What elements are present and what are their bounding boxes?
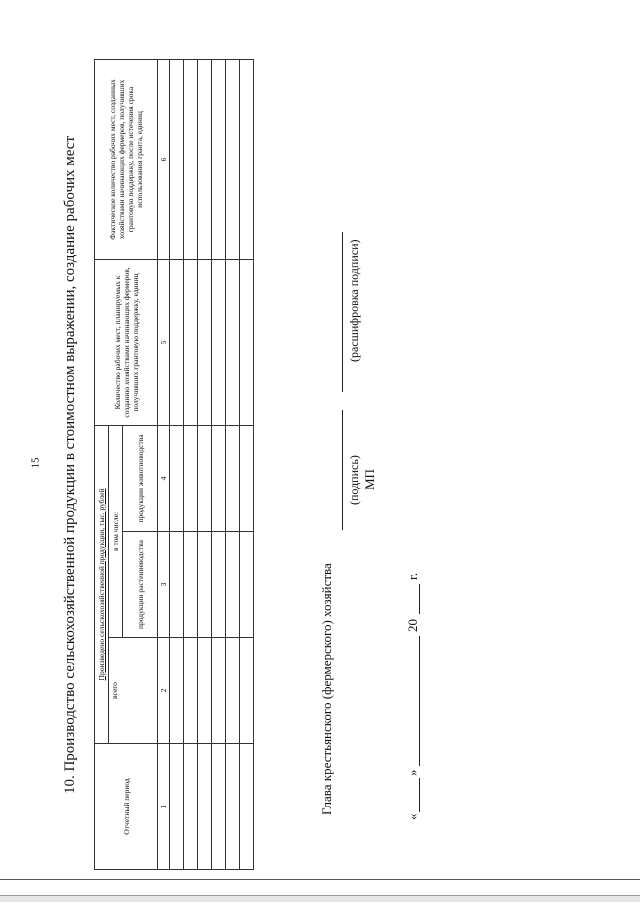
table-row xyxy=(184,59,198,869)
bottom-rule xyxy=(0,879,640,880)
header-planned-jobs: Количество рабочих мест, планируемых к созданию хозяйствами начинающих фермеров, получивших грантовую поддержку, единиц xyxy=(95,259,158,425)
header-including: в том числе: xyxy=(109,425,123,637)
signature-caption: (подпись) xyxy=(347,455,361,505)
table-row xyxy=(170,59,184,869)
production-table xyxy=(94,59,254,870)
signature-decode-caption: (расшифровка подписи) xyxy=(347,239,361,362)
header-livestock: продукции животноводства xyxy=(123,425,158,531)
col-number: 5 xyxy=(158,259,170,425)
rotated-form xyxy=(55,60,640,870)
date-year-suffix: г. xyxy=(405,572,420,580)
date-close-quote: » xyxy=(405,769,420,776)
column-number-row xyxy=(158,59,170,869)
col-number: 3 xyxy=(158,532,170,638)
table-row xyxy=(212,59,226,869)
farm-head-label: Глава крестьянского (фермерского) хозяйства xyxy=(319,563,334,815)
header-actual-jobs: Фактическое количество рабочих мест, созданных хозяйствами начинающих фермеров, получивших грантовую поддержку, после истечения срока использования гранта, единиц xyxy=(95,59,158,259)
date-day-line[interactable] xyxy=(419,778,420,812)
date-month-line[interactable] xyxy=(419,636,420,766)
col-number: 4 xyxy=(158,425,170,531)
scan-bottom-stripe xyxy=(0,895,640,902)
date-year-line[interactable] xyxy=(419,584,420,614)
header-total: всего xyxy=(109,638,158,744)
table-row xyxy=(240,59,254,869)
header-produced: Произведено сельскохозяйственной продукции, тыс. рублей xyxy=(95,425,109,743)
signature-line[interactable] xyxy=(342,410,343,530)
col-number: 1 xyxy=(158,744,170,870)
date-century: 20 xyxy=(405,619,420,632)
col-number: 2 xyxy=(158,638,170,744)
col-number: 6 xyxy=(158,59,170,259)
signature-decode-line[interactable] xyxy=(342,232,343,392)
stamp-place: МП xyxy=(362,469,377,490)
section-title: 10. Производство сельскохозяйственной продукции в стоимостном выражении, создание рабочих мест xyxy=(62,135,78,795)
date-open-quote: « xyxy=(405,813,420,820)
header-period: Отчетный период xyxy=(95,744,158,870)
table-row xyxy=(198,59,212,869)
page-number: 15 xyxy=(29,457,42,469)
table-row xyxy=(226,59,240,869)
header-crop: продукции растениеводства xyxy=(123,532,158,638)
